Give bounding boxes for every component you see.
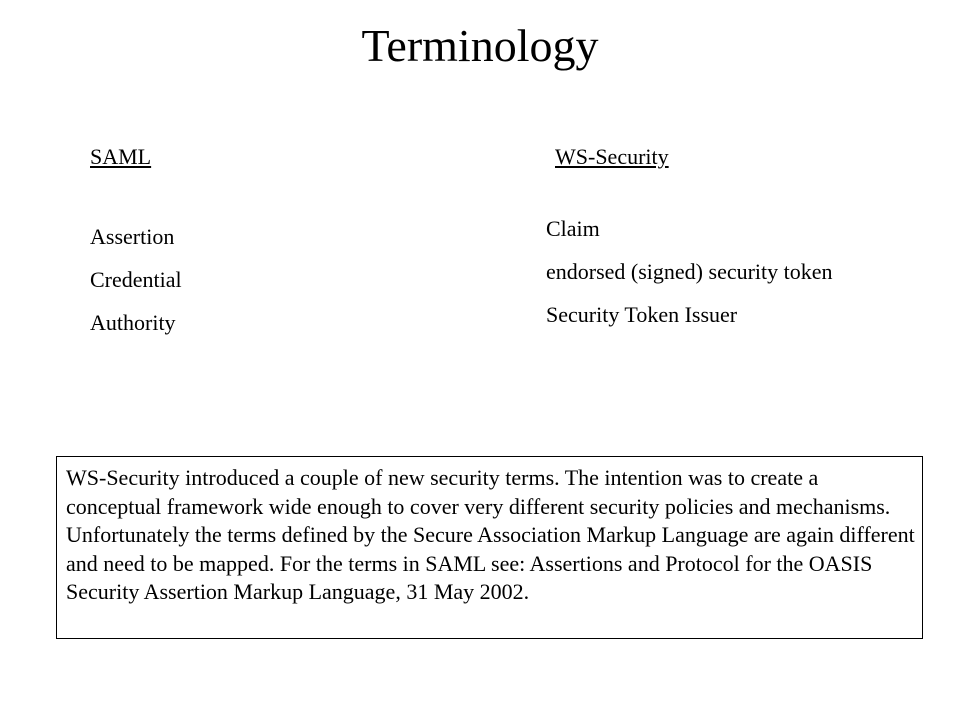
saml-column-heading: SAML [90, 144, 152, 169]
saml-term: Credential [90, 267, 182, 292]
ws-security-term: endorsed (signed) security token [546, 259, 833, 284]
saml-term-list [90, 224, 182, 353]
page-title: Terminology [361, 20, 599, 71]
ws-security-term: Claim [546, 216, 600, 241]
explanation-note-box: WS-Security introduced a couple of new security terms. The intention was to create a conceptual framework wide enough to cover very different security policies and mechanisms. Unfortunately the terms defined by the Secure Association Markup Language are again different and need to be mapped. For the terms in SAML see: Assertions and Protocol for the OASIS Security Assertion Markup Language, 31 May 2002. [56, 456, 923, 639]
ws-security-term-list [546, 216, 833, 345]
ws-security-column-heading: WS-Security [555, 144, 669, 169]
saml-term: Authority [90, 310, 176, 335]
ws-security-term: Security Token Issuer [546, 302, 738, 327]
saml-term: Assertion [90, 224, 175, 249]
